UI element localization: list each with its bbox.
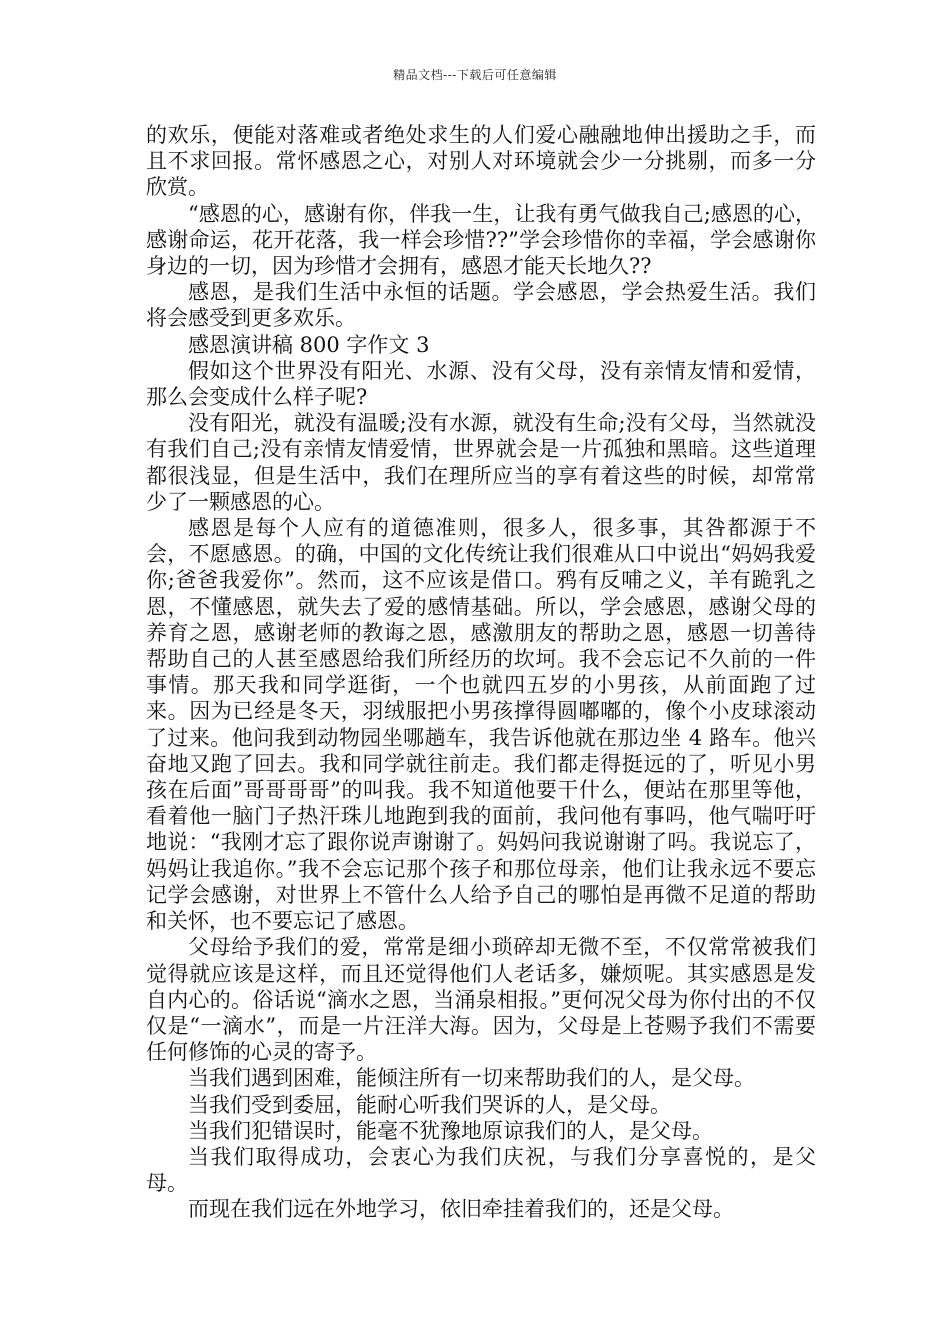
paragraph-7: 感恩是每个人应有的道德准则，很多人，很多事，其咎都源于不会，不愿感恩。的确，中国的文化传统让我们很难从口中说出“妈妈我爱你;爸爸我爱你”。然而，这不应该是借口。鸦有反哺之义，羊有跪乳之恩，不懂感恩，就失去了爱的感情基础。所以，学会感恩，感谢父母的养育之恩，感谢老师的教诲之恩，感激朋友的帮助之恩，感恩一切善待帮助自己的人甚至感恩给我们所经历的坎坷。我不会忘记不久前的一件事情。那天我和同学逛街，一个也就四五岁的小男孩，从前面跑了过来。因为已经是冬天，羽绒服把小男孩撑得圆嘟嘟的，像个小皮球滚动了过来。他问我到动物园坐哪趟车，我告诉他就在那边坐 4 路车。他兴奋地又跑了回去。我和同学就往前走。我们都走得挺远的了，听见小男孩在后面”哥哥哥哥”的叫我。我不知道他要干什么，便站在那里等他，看着他一脑门子热汗珠儿地跑到我的面前，我问他有事吗，他气喘吁吁地说：“我刚才忘了跟你说声谢谢了。妈妈问我说谢谢了吗。我说忘了，妈妈让我追你。”我不会忘记那个孩子和那位母亲，他们让我永远不要忘记学会感谢，对世界上不管什么人给予自己的哪怕是再微不足道的帮助和关怀，也不要忘记了感恩。: [146, 516, 816, 934]
paragraph-3: 感恩，是我们生活中永恒的话题。学会感恩，学会热爱生活。我们将会感受到更多欢乐。: [146, 280, 816, 331]
paragraph-5: 假如这个世界没有阳光、水源、没有父母，没有亲情友情和爱情，那么会变成什么样子呢?: [146, 358, 816, 410]
paragraph-11: 当我们犯错误时，能毫不犹豫地原谅我们的人，是父母。: [188, 1118, 713, 1143]
paragraph-13: 而现在我们远在外地学习，依旧牵挂着我们的，还是父母。: [188, 1197, 734, 1222]
page-header: 精品文档---下载后可任意编辑: [393, 68, 557, 82]
paragraph-1: 的欢乐，便能对落难或者绝处求生的人们爱心融融地伸出援助之手，而且不求回报。常怀感恩之心，对别人对环境就会少一分挑剔，而多一分欣赏。: [146, 123, 816, 200]
paragraph-12: 当我们取得成功，会衷心为我们庆祝，与我们分享喜悦的，是父母。: [146, 1144, 816, 1196]
document-body: [146, 122, 816, 1223]
paragraph-6: 没有阳光，就没有温暖;没有水源，就没有生命;没有父母，当然就没有我们自己;没有亲情友情爱情，世界就会是一片孤独和黑暗。这些道理都很浅显，但是生活中，我们在理所应当的享有着这些的时候，却常常少了一颗感恩的心。: [146, 411, 816, 514]
section-title: 感恩演讲稿 800 字作文 3: [188, 332, 430, 357]
paragraph-10: 当我们受到委屈，能耐心听我们哭诉的人，是父母。: [188, 1092, 671, 1117]
paragraph-2: “感恩的心，感谢有你，伴我一生，让我有勇气做我自己;感恩的心，感谢命运，花开花落，我一样会珍惜??”学会珍惜你的幸福，学会感谢你身边的一切，因为珍惜才会拥有，感恩才能天长地久??: [146, 201, 816, 279]
paragraph-9: 当我们遇到困难，能倾注所有一切来帮助我们的人，是父母。: [188, 1066, 755, 1091]
paragraph-8: 父母给予我们的爱，常常是细小琐碎却无微不至，不仅常常被我们觉得就应该是这样，而且还觉得他们人老话多，嫌烦呢。其实感恩是发自内心的。俗话说“滴水之恩，当涌泉相报。”更何况父母为你付出的不仅仅是“一滴水”，而是一片汪洋大海。因为，父母是上苍赐予我们不需要任何修饰的心灵的寄予。: [146, 935, 816, 1065]
